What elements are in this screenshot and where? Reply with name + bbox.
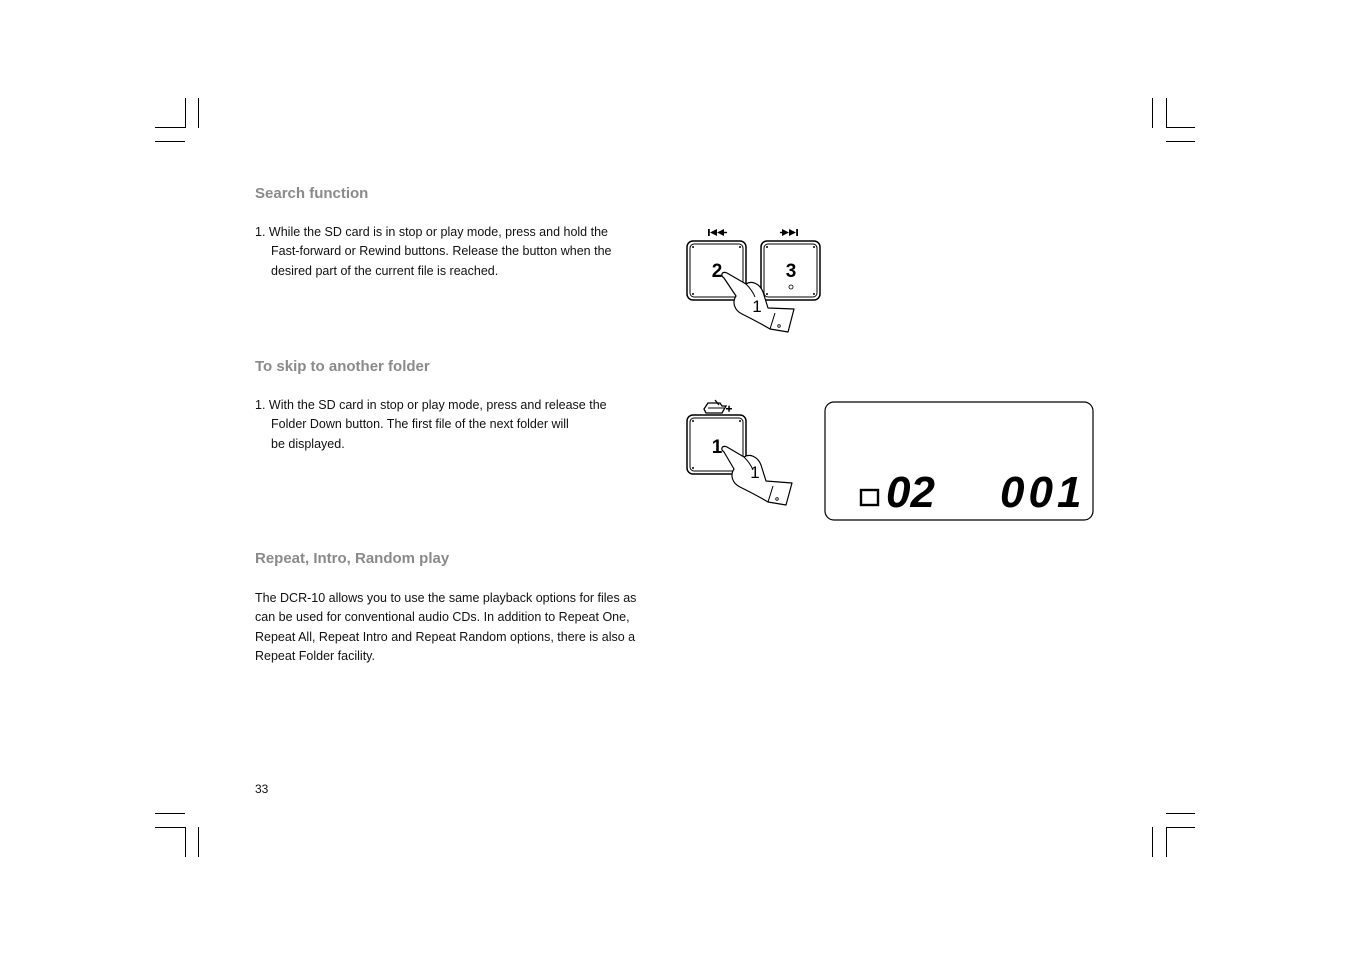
step-label: 1 <box>750 463 760 482</box>
lcd-display <box>824 401 1096 523</box>
text-line: desired part of the current file is reached. <box>271 263 499 278</box>
text-line: be displayed. <box>271 436 345 451</box>
folder-button-illustration <box>680 395 800 510</box>
text-line: Folder Down button. The first file of the next folder will <box>271 417 569 432</box>
crop-mark <box>155 127 185 128</box>
text-line: Fast-forward or Rewind buttons. Release the button when the <box>271 244 612 259</box>
button-label-1: 1 <box>711 437 723 458</box>
text-line: While the SD card is in stop or play mode, press and hold the <box>268 225 608 239</box>
step-label: 1 <box>752 297 762 316</box>
crop-mark <box>1166 98 1167 128</box>
text-line: Repeat All, Repeat Intro and Repeat Random options, there is also a <box>255 629 636 644</box>
text-line: Repeat Folder facility. <box>255 648 375 663</box>
crop-mark <box>1152 827 1153 857</box>
repeat-description <box>255 589 636 666</box>
button-label-2: 2 <box>711 261 723 282</box>
search-buttons-illustration <box>680 222 830 340</box>
crop-mark <box>198 98 199 128</box>
crop-mark <box>198 827 199 857</box>
text-line: The DCR-10 allows you to use the same playback options for files as <box>255 591 637 605</box>
svg-text:001: 001 <box>1000 468 1086 517</box>
crop-mark <box>185 827 186 857</box>
crop-mark <box>1152 98 1153 128</box>
button-label-3: 3 <box>785 261 797 282</box>
crop-mark <box>1166 813 1195 814</box>
crop-mark <box>1166 127 1195 128</box>
crop-mark <box>185 98 186 128</box>
crop-mark <box>1166 827 1167 857</box>
lcd-track-readout <box>1000 468 1085 517</box>
page-number: 33 <box>255 782 269 796</box>
fast-forward-icon <box>780 229 798 236</box>
crop-mark <box>155 813 185 814</box>
text-line: With the SD card in stop or play mode, press and release the <box>268 398 607 412</box>
crop-mark <box>1166 141 1195 142</box>
skip-folder-instruction <box>255 396 607 454</box>
svg-text:02: 02 <box>886 468 935 517</box>
section-heading-skip-folder: To skip to another folder <box>255 358 430 375</box>
section-heading-search: Search function <box>255 185 369 202</box>
crop-mark <box>155 827 185 828</box>
step-number: 1. <box>255 225 266 239</box>
search-instruction <box>255 223 611 281</box>
section-heading-repeat: Repeat, Intro, Random play <box>255 550 450 567</box>
rewind-icon <box>708 229 727 236</box>
crop-mark <box>1166 827 1195 828</box>
folder-plus-icon <box>704 400 732 413</box>
text-line: can be used for conventional audio CDs. In addition to Repeat One, <box>255 610 630 625</box>
step-number: 1. <box>255 398 266 412</box>
fast-forward-button[interactable] <box>761 241 820 300</box>
pointing-hand-icon <box>722 446 792 505</box>
crop-mark <box>155 141 185 142</box>
